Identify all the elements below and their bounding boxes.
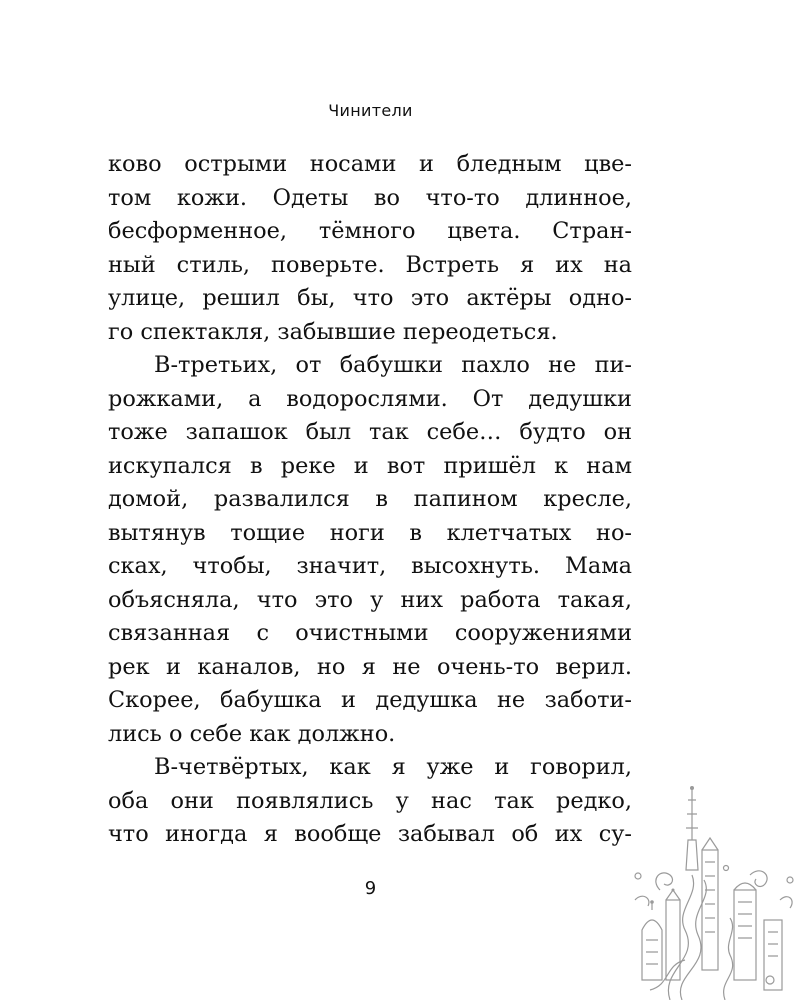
text-line: домой, развалился в папином кресле, bbox=[108, 486, 632, 512]
text-line: ный стиль, поверьте. Встреть я их на bbox=[108, 251, 632, 278]
text-line: вытянув тощие ноги в клетчатых но- bbox=[108, 519, 632, 546]
text-line: оба они появлялись у нас так редко, bbox=[108, 787, 632, 814]
city-spires-ornament-icon bbox=[630, 780, 800, 1000]
body-text bbox=[108, 148, 632, 852]
text-line: том кожи. Одеты во что-то длинное, bbox=[108, 184, 632, 211]
text-line: связанная с очистными сооружениями bbox=[108, 620, 632, 646]
text-line: го спектакля, забывшие переодеться. bbox=[108, 318, 558, 345]
text-line: тоже запашок был так себе… будто он bbox=[108, 419, 632, 445]
text-line: Скорее, бабушка и дедушка не заботи- bbox=[108, 687, 632, 713]
running-header: Чинители bbox=[328, 101, 413, 120]
text-line: В-третьих, от бабушки пахло не пи- bbox=[154, 352, 632, 378]
text-line: бесформенное, тёмного цвета. Стран- bbox=[108, 218, 632, 244]
text-line: лись о себе как должно. bbox=[108, 720, 396, 747]
text-line: объясняла, что это у них работа такая, bbox=[108, 586, 632, 613]
text-line: что иногда я вообще забывал об их су- bbox=[108, 821, 632, 847]
text-line: искупался в реке и вот пришёл к нам bbox=[108, 452, 632, 479]
text-line: ково острыми носами и бледным цве- bbox=[108, 151, 632, 177]
page-number: 9 bbox=[364, 878, 377, 899]
text-line: В-четвёртых, как я уже и говорил, bbox=[154, 754, 632, 780]
text-line: улице, решил бы, что это актёры одно- bbox=[108, 285, 632, 311]
text-line: сках, чтобы, значит, высохнуть. Мама bbox=[108, 553, 632, 579]
text-line: рек и каналов, но я не очень-то верил. bbox=[108, 653, 632, 680]
text-line: рожками, а водорослями. От дедушки bbox=[108, 385, 632, 412]
